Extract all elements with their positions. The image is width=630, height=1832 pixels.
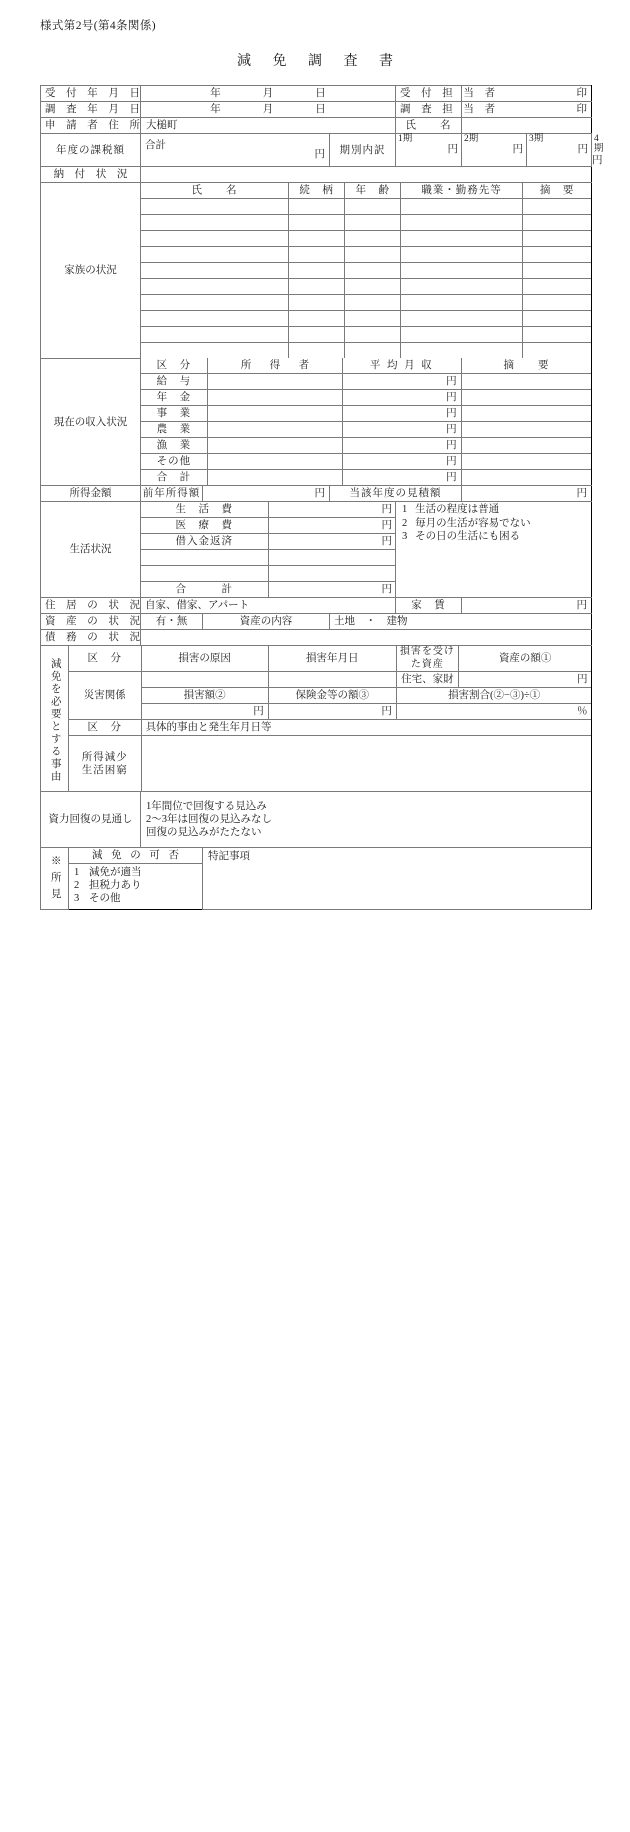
recovery-option-1[interactable]: 1年間位で回復する見込み bbox=[146, 800, 267, 812]
table-row bbox=[141, 215, 592, 231]
income-note-salary[interactable] bbox=[461, 374, 591, 390]
family-cell-relation[interactable] bbox=[288, 311, 344, 327]
prev-year-income-label: 前年所得額 bbox=[141, 486, 203, 502]
family-cell-relation[interactable] bbox=[288, 295, 344, 311]
income-note-business[interactable] bbox=[461, 406, 591, 422]
applicant-address-field[interactable]: 大槌町 bbox=[141, 118, 396, 134]
income-earner-total[interactable] bbox=[207, 470, 342, 486]
family-cell-age[interactable] bbox=[345, 231, 401, 247]
disaster-cause-field[interactable] bbox=[141, 672, 268, 688]
income-monthly-other[interactable]: 円 bbox=[343, 454, 461, 470]
living-section-label: 生活状況 bbox=[41, 502, 141, 598]
debt-field[interactable] bbox=[141, 630, 592, 646]
official-opinion-row bbox=[41, 847, 592, 910]
income-section-label: 現在の収入状況 bbox=[41, 358, 141, 486]
family-cell-relation[interactable] bbox=[288, 343, 344, 359]
table-row bbox=[141, 295, 592, 311]
family-cell-relation[interactable] bbox=[288, 279, 344, 295]
table-row bbox=[141, 390, 592, 406]
table-row bbox=[141, 247, 592, 263]
table-row bbox=[141, 518, 396, 534]
disaster-amount-header-row bbox=[69, 688, 592, 704]
income-decrease-category-label: 区 分 bbox=[69, 720, 141, 736]
table-row bbox=[141, 263, 592, 279]
remarks-cell[interactable] bbox=[203, 847, 592, 910]
family-cell-age[interactable] bbox=[345, 263, 401, 279]
family-cell-relation[interactable] bbox=[288, 231, 344, 247]
decision-options-row bbox=[69, 863, 202, 909]
damage-ratio-header: 損害割合(②−③)÷① bbox=[396, 688, 591, 704]
family-table-cell bbox=[141, 183, 592, 359]
living-note-1[interactable]: 1 生活の程度は普通 bbox=[402, 504, 500, 516]
investigation-date-field[interactable]: 年 月 日 bbox=[141, 102, 396, 118]
tax-period-3-label: 3期 bbox=[529, 134, 544, 144]
form-code: 様式第2号(第4条関係) bbox=[40, 20, 156, 32]
disaster-header-row bbox=[69, 646, 592, 672]
income-earner-business[interactable] bbox=[207, 406, 342, 422]
table-row bbox=[141, 311, 592, 327]
rent-field[interactable]: 円 bbox=[462, 598, 592, 614]
family-cell-relation[interactable] bbox=[288, 263, 344, 279]
family-cell-name[interactable] bbox=[141, 231, 288, 247]
page-title: 減 免 調 査 書 bbox=[237, 54, 402, 69]
decision-options bbox=[69, 863, 202, 909]
living-value-loan[interactable]: 円 bbox=[268, 534, 396, 550]
disaster-category-label: 区 分 bbox=[69, 646, 141, 672]
living-value-expense[interactable]: 円 bbox=[268, 502, 396, 518]
tax-amount-row bbox=[41, 134, 592, 167]
income-note-other[interactable] bbox=[461, 454, 591, 470]
tax-period-1[interactable] bbox=[396, 134, 462, 167]
living-value-total[interactable]: 円 bbox=[268, 582, 396, 598]
asset-amount-header: 資産の額① bbox=[458, 646, 591, 672]
tax-breakdown-label: 期別内訳 bbox=[330, 134, 396, 167]
disaster-value-row bbox=[69, 672, 592, 688]
reception-seal[interactable]: 印 bbox=[462, 86, 592, 102]
family-cell-occupation[interactable] bbox=[401, 215, 522, 231]
disaster-date-field[interactable] bbox=[268, 672, 396, 688]
prev-year-income-field[interactable]: 円 bbox=[203, 486, 330, 502]
family-cell-remarks[interactable] bbox=[522, 231, 591, 247]
income-header-row bbox=[141, 358, 592, 374]
tax-total-yen: 円 bbox=[314, 149, 325, 161]
income-decrease-row-label: 所得減少 生活困窮 bbox=[69, 736, 141, 791]
family-cell-remarks[interactable] bbox=[522, 263, 591, 279]
family-header-remarks: 摘 要 bbox=[522, 183, 591, 199]
official-vertical-label: ※所見 bbox=[41, 847, 69, 910]
reception-date-label: 受 付 年 月 日 bbox=[41, 86, 141, 102]
tax-period-4-yen: 円 bbox=[592, 154, 603, 166]
debt-label: 債 務 の 状 況 bbox=[41, 630, 141, 646]
income-amount-row bbox=[41, 486, 592, 502]
family-header-occupation: 職業・勤務先等 bbox=[401, 183, 522, 199]
family-cell-name[interactable] bbox=[141, 327, 288, 343]
family-cell-remarks[interactable] bbox=[522, 215, 591, 231]
family-cell-occupation[interactable] bbox=[401, 231, 522, 247]
family-cell-occupation[interactable] bbox=[401, 311, 522, 327]
family-cell-remarks[interactable] bbox=[522, 327, 591, 343]
income-category-salary: 給 与 bbox=[141, 374, 207, 390]
table-row bbox=[141, 199, 592, 215]
living-note-2[interactable]: 2 毎月の生活が容易でない bbox=[402, 517, 531, 529]
table-row bbox=[141, 470, 592, 486]
family-cell-relation[interactable] bbox=[288, 327, 344, 343]
assets-row bbox=[41, 614, 592, 630]
disaster-date-header: 損害年月日 bbox=[268, 646, 396, 672]
table-row bbox=[141, 343, 592, 359]
living-label-blank-2[interactable] bbox=[141, 566, 268, 582]
assets-label: 資 産 の 状 況 bbox=[41, 614, 141, 630]
payment-status-row bbox=[41, 167, 592, 183]
table-row bbox=[141, 566, 396, 582]
income-monthly-fishery[interactable]: 円 bbox=[343, 438, 461, 454]
income-category-business: 事 業 bbox=[141, 406, 207, 422]
tax-period-2-label: 2期 bbox=[464, 134, 479, 144]
recovery-option-3[interactable]: 回復の見込みがたたない bbox=[146, 826, 262, 838]
income-category-agriculture: 農 業 bbox=[141, 422, 207, 438]
tax-period-2[interactable] bbox=[462, 134, 527, 167]
family-cell-occupation[interactable] bbox=[401, 247, 522, 263]
income-decrease-value-row bbox=[69, 736, 592, 791]
damage-amount-header: 損害額② bbox=[141, 688, 268, 704]
applicant-name-field[interactable] bbox=[462, 118, 592, 134]
living-condition-notes bbox=[396, 502, 592, 598]
family-cell-age[interactable] bbox=[345, 327, 401, 343]
family-section-label: 家族の状況 bbox=[41, 183, 141, 359]
asset-amount-field[interactable]: 円 bbox=[458, 672, 591, 688]
tax-period-3-yen: 円 bbox=[577, 144, 589, 156]
tax-year-amount-label: 年度の課税額 bbox=[41, 134, 141, 167]
income-section-row bbox=[41, 358, 592, 486]
living-label-total: 合 計 bbox=[141, 582, 268, 598]
income-decrease-detail-header: 具体的事由と発生年月日等 bbox=[141, 720, 591, 736]
reception-row bbox=[41, 86, 592, 102]
table-row bbox=[141, 438, 592, 454]
recovery-row bbox=[41, 791, 592, 847]
income-decrease-header-row bbox=[69, 720, 592, 736]
investigation-staff-label: 調 査 担 当 者 bbox=[396, 102, 462, 118]
table-row bbox=[141, 534, 396, 550]
income-monthly-pension[interactable]: 円 bbox=[343, 390, 461, 406]
family-cell-occupation[interactable] bbox=[401, 279, 522, 295]
damaged-asset-header: 損害を受けた資産 bbox=[396, 646, 458, 672]
income-table-cell bbox=[141, 358, 592, 486]
income-earner-agriculture[interactable] bbox=[207, 422, 342, 438]
reduction-reason-vertical-label: 減免を必要とする事由 bbox=[41, 646, 69, 792]
residence-label: 住 居 の 状 況 bbox=[41, 598, 141, 614]
family-cell-name[interactable] bbox=[141, 247, 288, 263]
family-header-row bbox=[141, 183, 592, 199]
family-cell-age[interactable] bbox=[345, 215, 401, 231]
living-note-3[interactable]: 3 その日の生活にも困る bbox=[402, 530, 521, 542]
reduction-reason-table bbox=[69, 646, 592, 791]
income-category-other: その他 bbox=[141, 454, 207, 470]
income-monthly-salary[interactable]: 円 bbox=[343, 374, 461, 390]
disaster-cause-header: 損害の原因 bbox=[141, 646, 268, 672]
residence-row bbox=[41, 598, 592, 614]
family-cell-name[interactable] bbox=[141, 263, 288, 279]
tax-total-label: 合計 bbox=[145, 140, 166, 152]
living-label-loan: 借入金返済 bbox=[141, 534, 268, 550]
family-cell-age[interactable] bbox=[345, 247, 401, 263]
investigation-date-label: 調 査 年 月 日 bbox=[41, 102, 141, 118]
table-row bbox=[141, 406, 592, 422]
family-cell-age[interactable] bbox=[345, 279, 401, 295]
family-cell-occupation[interactable] bbox=[401, 263, 522, 279]
family-cell-occupation[interactable] bbox=[401, 343, 522, 359]
payment-status-label: 納 付 状 況 bbox=[41, 167, 141, 183]
estimate-income-label: 当該年度の見積額 bbox=[330, 486, 462, 502]
living-table-cell bbox=[141, 502, 396, 598]
living-label-blank-1[interactable] bbox=[141, 550, 268, 566]
family-cell-age[interactable] bbox=[345, 311, 401, 327]
reduction-reason-row bbox=[41, 646, 592, 792]
applicant-name-label: 氏 名 bbox=[396, 118, 462, 134]
family-cell-name[interactable] bbox=[141, 199, 288, 215]
tax-period-1-label: 1期 bbox=[398, 134, 413, 144]
income-monthly-business[interactable]: 円 bbox=[343, 406, 461, 422]
income-earner-pension[interactable] bbox=[207, 390, 342, 406]
residence-options[interactable]: 自家、借家、アパート bbox=[141, 598, 396, 614]
income-earner-fishery[interactable] bbox=[207, 438, 342, 454]
table-row bbox=[141, 422, 592, 438]
damaged-asset-value[interactable]: 住宅、家財 bbox=[396, 672, 458, 688]
income-category-total: 合 計 bbox=[141, 470, 207, 486]
income-decrease-detail-field[interactable] bbox=[141, 736, 591, 791]
income-earner-salary[interactable] bbox=[207, 374, 342, 390]
investigation-row bbox=[41, 102, 592, 118]
income-note-fishery[interactable] bbox=[461, 438, 591, 454]
reduction-reason-cell bbox=[69, 646, 592, 792]
applicant-row bbox=[41, 118, 592, 134]
table-row bbox=[141, 279, 592, 295]
living-section-row bbox=[41, 502, 592, 598]
recovery-label: 資力回復の見通し bbox=[41, 791, 141, 847]
family-table bbox=[141, 183, 592, 358]
family-cell-remarks[interactable] bbox=[522, 247, 591, 263]
family-cell-relation[interactable] bbox=[288, 247, 344, 263]
decision-option-1[interactable]: 1 減免が適当 bbox=[74, 866, 142, 878]
remarks-header: 特記事項 bbox=[208, 850, 250, 862]
income-monthly-total[interactable]: 円 bbox=[343, 470, 461, 486]
family-cell-remarks[interactable] bbox=[522, 279, 591, 295]
table-row bbox=[141, 374, 592, 390]
family-header-age: 年 齢 bbox=[345, 183, 401, 199]
main-form-table bbox=[40, 85, 604, 910]
family-cell-name[interactable] bbox=[141, 295, 288, 311]
debt-row bbox=[41, 630, 592, 646]
tax-period-4-label: 4期 bbox=[594, 134, 604, 155]
income-amount-label: 所得金額 bbox=[41, 486, 141, 502]
family-cell-remarks[interactable] bbox=[522, 311, 591, 327]
tax-period-1-yen: 円 bbox=[447, 144, 459, 156]
decision-option-3[interactable]: 3 その他 bbox=[74, 893, 121, 905]
disaster-amount-value-row bbox=[69, 704, 592, 720]
tax-total-cell[interactable] bbox=[141, 134, 330, 167]
family-cell-name[interactable] bbox=[141, 279, 288, 295]
income-note-pension[interactable] bbox=[461, 390, 591, 406]
family-cell-remarks[interactable] bbox=[522, 343, 591, 359]
table-row bbox=[141, 454, 592, 470]
decision-table bbox=[69, 848, 202, 910]
decision-cell bbox=[69, 847, 203, 910]
tax-period-2-yen: 円 bbox=[512, 144, 524, 156]
recovery-option-2[interactable]: 2～3年は回復の見込みなし bbox=[146, 813, 272, 825]
family-cell-occupation[interactable] bbox=[401, 199, 522, 215]
income-monthly-agriculture[interactable]: 円 bbox=[343, 422, 461, 438]
income-category-fishery: 漁 業 bbox=[141, 438, 207, 454]
damage-ratio-field[interactable]: ％ bbox=[396, 704, 591, 720]
family-header-name: 氏 名 bbox=[141, 183, 288, 199]
decision-option-2[interactable]: 2 担税力あり bbox=[74, 880, 142, 892]
family-cell-name[interactable] bbox=[141, 215, 288, 231]
estimate-income-field[interactable]: 円 bbox=[462, 486, 592, 502]
payment-status-field[interactable] bbox=[141, 167, 592, 183]
family-cell-age[interactable] bbox=[345, 295, 401, 311]
income-header-category: 区 分 bbox=[141, 358, 207, 374]
living-expense-table bbox=[141, 502, 396, 597]
damage-amount-field[interactable]: 円 bbox=[141, 704, 268, 720]
family-cell-age[interactable] bbox=[345, 343, 401, 359]
investigation-seal[interactable]: 印 bbox=[462, 102, 592, 118]
income-category-pension: 年 金 bbox=[141, 390, 207, 406]
table-row bbox=[141, 231, 592, 247]
decision-header-row bbox=[69, 848, 202, 864]
income-header-monthly: 平 均 月 収 bbox=[343, 358, 461, 374]
rent-label: 家 賃 bbox=[396, 598, 462, 614]
table-row bbox=[141, 582, 396, 598]
living-value-blank-2[interactable] bbox=[268, 566, 396, 582]
family-cell-name[interactable] bbox=[141, 343, 288, 359]
family-cell-occupation[interactable] bbox=[401, 295, 522, 311]
insurance-amount-header: 保険金等の額③ bbox=[268, 688, 396, 704]
family-cell-relation[interactable] bbox=[288, 215, 344, 231]
family-cell-name[interactable] bbox=[141, 311, 288, 327]
insurance-amount-field[interactable]: 円 bbox=[268, 704, 396, 720]
table-row bbox=[141, 502, 396, 518]
decision-header: 減 免 の 可 否 bbox=[69, 848, 202, 864]
family-cell-remarks[interactable] bbox=[522, 199, 591, 215]
assets-content-label: 資産の内容 bbox=[203, 614, 330, 630]
living-label-medical: 医 療 費 bbox=[141, 518, 268, 534]
family-section-row bbox=[41, 183, 592, 359]
income-header-earner: 所 得 者 bbox=[207, 358, 342, 374]
table-row bbox=[141, 327, 592, 343]
reception-date-field[interactable]: 年 月 日 bbox=[141, 86, 396, 102]
recovery-options bbox=[141, 791, 592, 847]
family-header-relation: 続 柄 bbox=[288, 183, 344, 199]
disaster-row-label: 災害関係 bbox=[69, 672, 141, 720]
reception-staff-label: 受 付 担 当 者 bbox=[396, 86, 462, 102]
family-cell-relation[interactable] bbox=[288, 199, 344, 215]
assets-types[interactable]: 土地 ・ 建物 bbox=[330, 614, 592, 630]
family-cell-occupation[interactable] bbox=[401, 327, 522, 343]
applicant-address-label: 申 請 者 住 所 bbox=[41, 118, 141, 134]
family-cell-age[interactable] bbox=[345, 199, 401, 215]
income-note-agriculture[interactable] bbox=[461, 422, 591, 438]
income-earner-other[interactable] bbox=[207, 454, 342, 470]
living-label-expense: 生 活 費 bbox=[141, 502, 268, 518]
assets-presence[interactable]: 有・無 bbox=[141, 614, 203, 630]
income-header-remarks: 摘 要 bbox=[461, 358, 591, 374]
income-note-total[interactable] bbox=[461, 470, 591, 486]
income-table bbox=[141, 358, 592, 485]
living-value-medical[interactable]: 円 bbox=[268, 518, 396, 534]
table-row bbox=[141, 550, 396, 566]
family-cell-remarks[interactable] bbox=[522, 295, 591, 311]
living-value-blank-1[interactable] bbox=[268, 550, 396, 566]
